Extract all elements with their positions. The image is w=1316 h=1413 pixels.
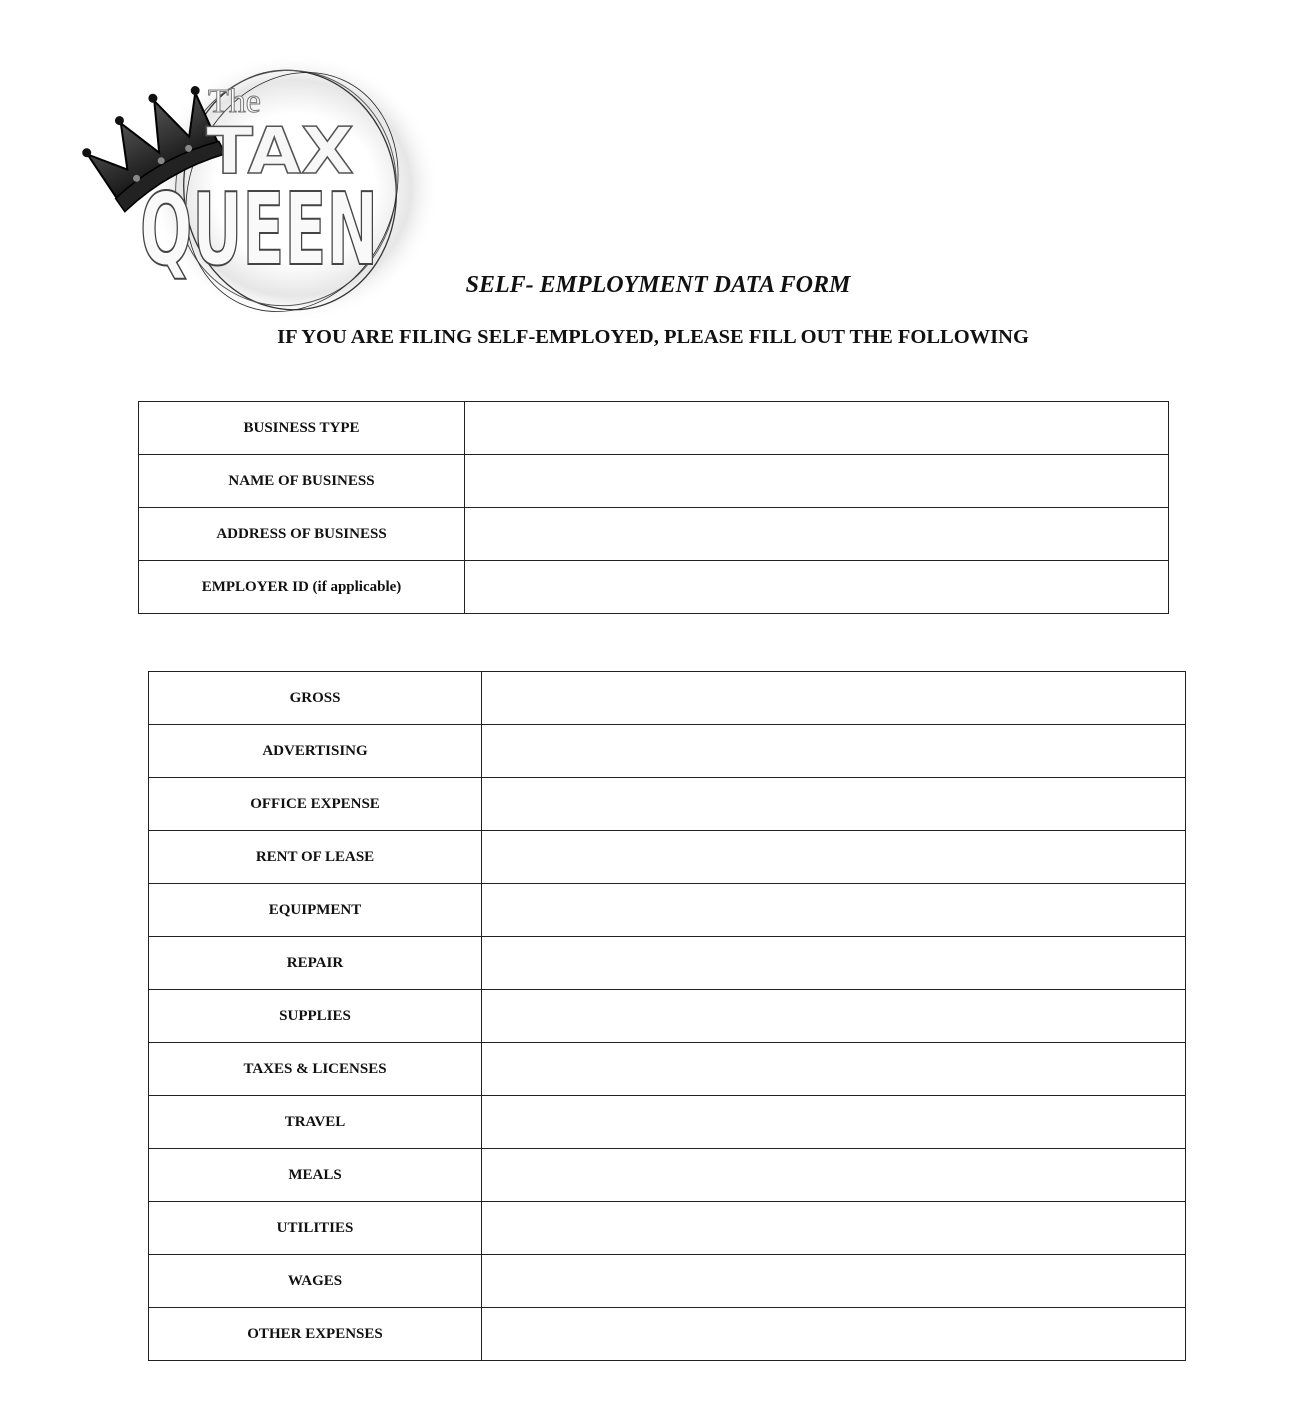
travel-label: TRAVEL <box>149 1096 482 1149</box>
form-subtitle: IF YOU ARE FILING SELF-EMPLOYED, PLEASE FILL OUT THE FOLLOWING <box>277 326 1029 348</box>
office-expense-field[interactable] <box>482 778 1186 831</box>
advertising-label: ADVERTISING <box>149 725 482 778</box>
supplies-label: SUPPLIES <box>149 990 482 1043</box>
table-row <box>149 1308 1186 1361</box>
table-row <box>149 1149 1186 1202</box>
wages-field[interactable] <box>482 1255 1186 1308</box>
table-row <box>149 672 1186 725</box>
logo-text-tax: TAX <box>206 115 354 189</box>
supplies-field[interactable] <box>482 990 1186 1043</box>
business-name-label: NAME OF BUSINESS <box>139 455 465 508</box>
business-type-field[interactable] <box>465 402 1169 455</box>
table-row <box>149 937 1186 990</box>
other-expenses-field[interactable] <box>482 1308 1186 1361</box>
table-row <box>149 1202 1186 1255</box>
table-row <box>139 508 1169 561</box>
business-name-field[interactable] <box>465 455 1169 508</box>
table-row <box>149 725 1186 778</box>
expenses-table <box>148 671 1186 1361</box>
gross-label: GROSS <box>149 672 482 725</box>
advertising-field[interactable] <box>482 725 1186 778</box>
equipment-label: EQUIPMENT <box>149 884 482 937</box>
equipment-field[interactable] <box>482 884 1186 937</box>
employer-id-label: EMPLOYER ID (if applicable) <box>139 561 465 614</box>
taxes-licenses-label: TAXES & LICENSES <box>149 1043 482 1096</box>
gross-field[interactable] <box>482 672 1186 725</box>
logo-text-the: The <box>208 83 261 120</box>
rent-lease-field[interactable] <box>482 831 1186 884</box>
table-row <box>149 1255 1186 1308</box>
repair-field[interactable] <box>482 937 1186 990</box>
wages-label: WAGES <box>149 1255 482 1308</box>
other-expenses-label: OTHER EXPENSES <box>149 1308 482 1361</box>
business-type-label: BUSINESS TYPE <box>139 402 465 455</box>
table-row <box>139 561 1169 614</box>
business-address-field[interactable] <box>465 508 1169 561</box>
logo-text-queen: QUEEN <box>140 171 378 288</box>
office-expense-label: OFFICE EXPENSE <box>149 778 482 831</box>
employer-id-field[interactable] <box>465 561 1169 614</box>
business-info-table <box>138 401 1169 614</box>
business-address-label: ADDRESS OF BUSINESS <box>139 508 465 561</box>
rent-lease-label: RENT OF LEASE <box>149 831 482 884</box>
table-row <box>139 402 1169 455</box>
table-row <box>149 1043 1186 1096</box>
repair-label: REPAIR <box>149 937 482 990</box>
table-row <box>149 1096 1186 1149</box>
travel-field[interactable] <box>482 1096 1186 1149</box>
meals-field[interactable] <box>482 1149 1186 1202</box>
table-row <box>149 778 1186 831</box>
taxes-licenses-field[interactable] <box>482 1043 1186 1096</box>
table-row <box>149 990 1186 1043</box>
table-row <box>149 831 1186 884</box>
utilities-label: UTILITIES <box>149 1202 482 1255</box>
form-title: SELF- EMPLOYMENT DATA FORM <box>465 272 851 298</box>
table-row <box>149 884 1186 937</box>
meals-label: MEALS <box>149 1149 482 1202</box>
utilities-field[interactable] <box>482 1202 1186 1255</box>
table-row <box>139 455 1169 508</box>
